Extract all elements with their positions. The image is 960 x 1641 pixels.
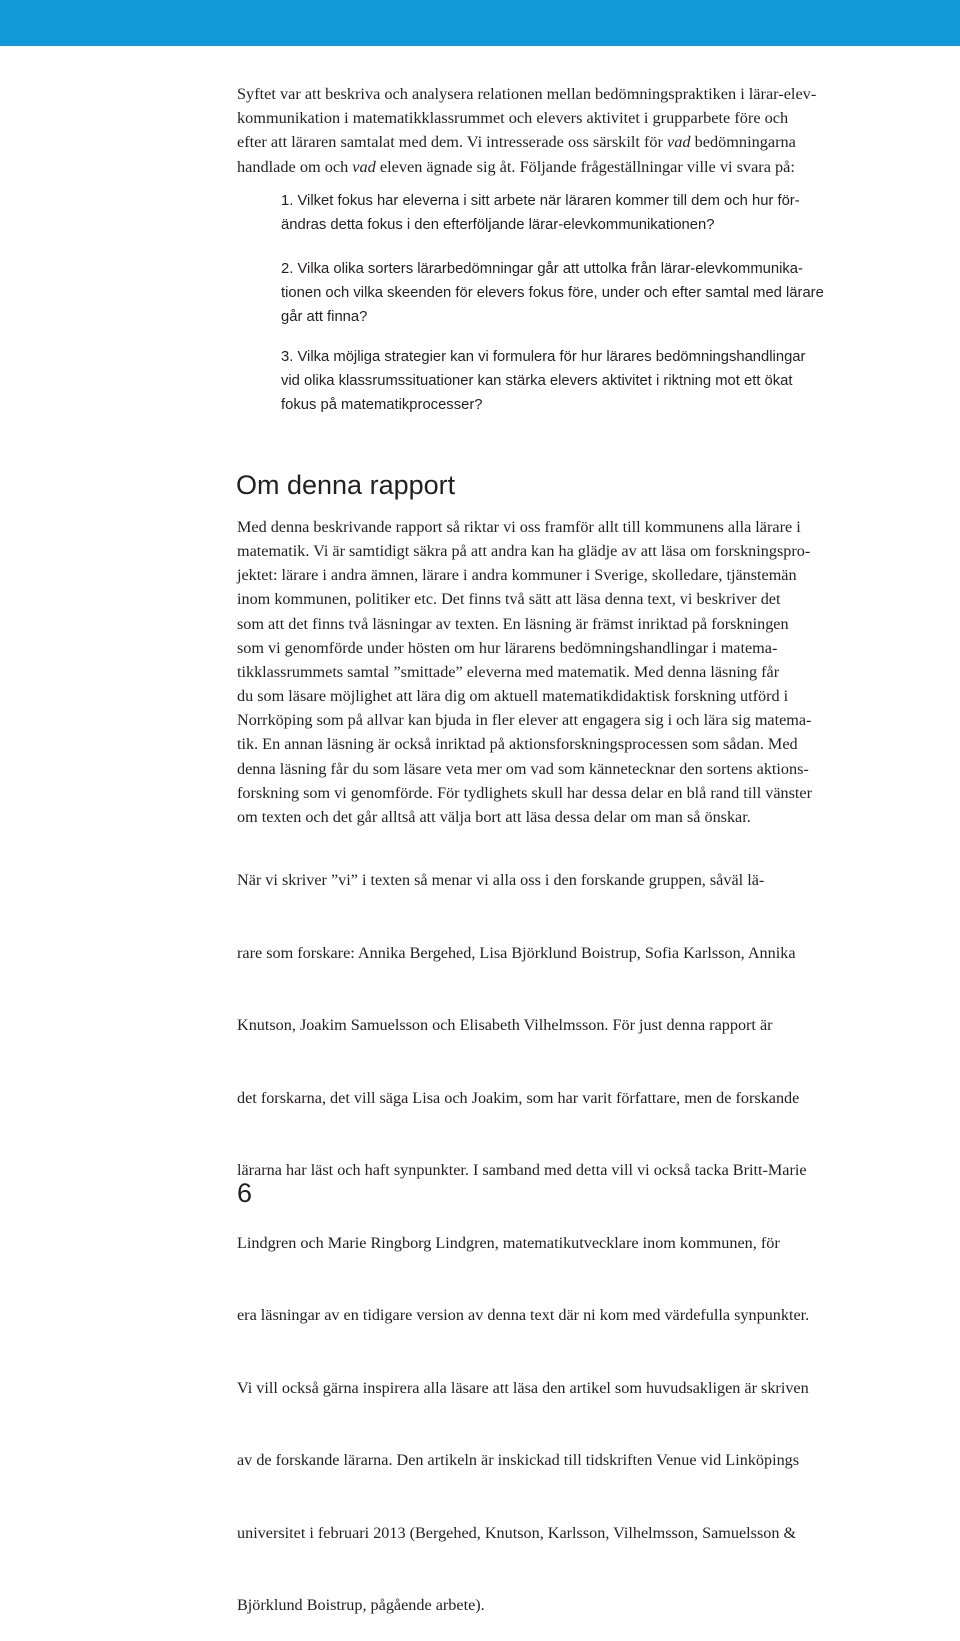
intro-text: handlade om och bbox=[237, 156, 353, 176]
body-line: som att det finns två läsningar av texten. En läsning är främst inriktad på forskningen bbox=[237, 614, 789, 633]
question-line: 3. Vilka möjliga strategier kan vi formulera för hur lärares bedömningshandlingar bbox=[281, 349, 806, 365]
body-line: universitet i februari 2013 (Bergehed, Knutson, Karlsson, Vilhelmsson, Samuelsson & bbox=[237, 1523, 797, 1542]
body-line: du som läsare möjlighet att lära dig om aktuell matematikdidaktisk forskning utförd i bbox=[237, 687, 789, 706]
intro-text: eleven ägnade sig åt. Följande frågeställningar ville vi svara på: bbox=[375, 156, 795, 176]
intro-text: efter att läraren samtalat med dem. Vi intresserade oss särskilt för bbox=[237, 132, 668, 152]
question-line: 2. Vilka olika sorters lärarbedömningar går att uttolka från lärar-elevkommunika- bbox=[281, 261, 803, 277]
body-line: rare som forskare: Annika Bergehed, Lisa Björklund Boistrup, Sofia Karlsson, Annika bbox=[237, 943, 796, 962]
body-line: denna läsning får du som läsare veta mer om vad som kännetecknar den sortens aktions- bbox=[237, 759, 809, 778]
body-line: om texten och det går alltså att välja bort att läsa dessa delar om man så önskar. bbox=[237, 807, 751, 826]
intro-line: kommunikation i matematikklassrummet och elevers aktivitet i grupparbete före och bbox=[237, 108, 789, 128]
intro-line bbox=[237, 155, 877, 179]
question-line: fokus på matematikprocesser? bbox=[281, 397, 483, 414]
body-line: jektet: lärare i andra ämnen, lärare i andra kommuner i Sverige, skolledare, tjänstemän bbox=[237, 566, 797, 585]
body-line: Lindgren och Marie Ringborg Lindgren, matematikutvecklare inom kommunen, för bbox=[237, 1233, 780, 1252]
intro-line bbox=[237, 130, 877, 154]
body-line: Knutson, Joakim Samuelsson och Elisabeth Vilhelmsson. För just denna rapport är bbox=[237, 1016, 773, 1035]
body-paragraph-2 bbox=[237, 820, 877, 1641]
body-paragraph-1 bbox=[237, 515, 877, 829]
body-line: tik. En annan läsning är också inriktad på aktionsforskningsprocessen som sådan. Med bbox=[237, 735, 798, 754]
body-line: det forskarna, det vill säga Lisa och Joakim, som har varit författare, men de forskande bbox=[237, 1088, 800, 1107]
body-line: Vi vill också gärna inspirera alla läsare att läsa den artikel som huvudsakligen är skriven bbox=[237, 1378, 809, 1397]
header-color-bar bbox=[0, 0, 960, 46]
section-heading: Om denna rapport bbox=[236, 470, 456, 500]
body-line: som vi genomförde under hösten om hur lärarens bedömningshandlingar i matema- bbox=[237, 638, 778, 657]
question-line: tionen och vilka skeenden för elevers fokus före, under och efter samtal med lärare bbox=[281, 285, 824, 302]
emphasis-vad: vad bbox=[667, 132, 691, 152]
question-line: ändras detta fokus i den efterföljande lärar-elevkommunikationen? bbox=[281, 217, 715, 234]
body-line: tikklassrummets samtal ”smittade” eleverna med matematik. Med denna läsning får bbox=[237, 662, 780, 681]
question-line: går att finna? bbox=[281, 309, 368, 326]
intro-text: bedömningarna bbox=[690, 132, 796, 152]
research-question-1 bbox=[281, 189, 881, 237]
body-line: När vi skriver ”vi” i texten så menar vi alla oss i den forskande gruppen, såväl lä- bbox=[237, 871, 765, 890]
body-line: era läsningar av en tidigare version av denna text där ni kom med värdefulla synpunkter. bbox=[237, 1306, 810, 1325]
body-line: matematik. Vi är samtidigt säkra på att andra kan ha glädje av att läsa om forskningspro- bbox=[237, 542, 811, 561]
body-line: Med denna beskrivande rapport så riktar vi oss framför allt till kommunens alla lärare i bbox=[237, 518, 801, 536]
emphasis-vad: vad bbox=[352, 156, 376, 176]
body-line: inom kommunen, politiker etc. Det finns två sätt att läsa denna text, vi beskriver det bbox=[237, 590, 781, 609]
body-line: lärarna har läst och haft synpunkter. I samband med detta vill vi också tacka Britt-Marie bbox=[237, 1161, 807, 1180]
intro-line: Syftet var att beskriva och analysera relationen mellan bedömningspraktiken i lärar-elev- bbox=[237, 84, 817, 103]
body-line: Norrköping som på allvar kan bjuda in fler elever att engagera sig i och lära sig matema- bbox=[237, 711, 812, 730]
intro-paragraph bbox=[237, 82, 877, 179]
research-question-2 bbox=[281, 257, 881, 330]
body-line: forskning som vi genomförde. För tydlighets skull har dessa delar en blå rand till vänster bbox=[237, 783, 812, 802]
body-line: Björklund Boistrup, pågående arbete). bbox=[237, 1596, 485, 1614]
question-line: vid olika klassrumssituationer kan stärka elevers aktivitet i riktning mot ett ökat bbox=[281, 373, 793, 390]
body-line: av de forskande lärarna. Den artikeln är inskickad till tidskriften Venue vid Linköpings bbox=[237, 1451, 800, 1470]
page-number: 6 bbox=[237, 1178, 253, 1208]
research-question-3 bbox=[281, 345, 881, 418]
question-line: 1. Vilket fokus har eleverna i sitt arbete när läraren kommer till dem och hur för- bbox=[281, 193, 800, 209]
